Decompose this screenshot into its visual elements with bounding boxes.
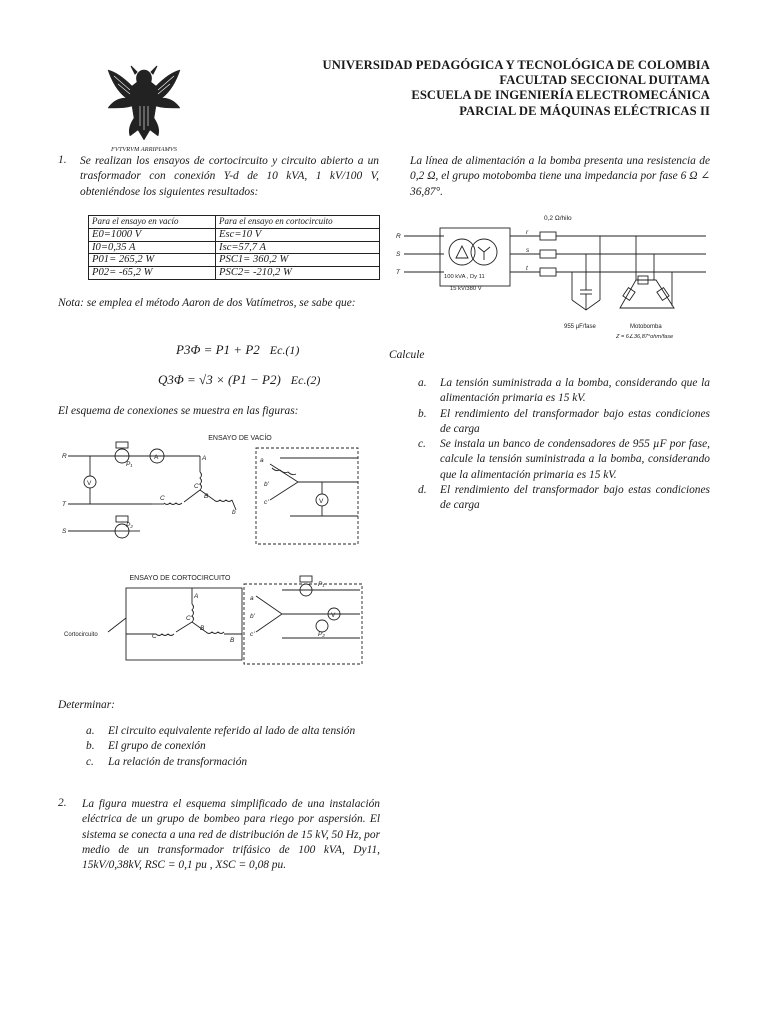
svg-text:a: a (260, 457, 264, 464)
svg-text:b': b' (264, 481, 269, 488)
svg-text:t: t (526, 265, 528, 272)
wattmeter-note: Nota: se emplea el método Aaron de dos Vatímetros, se sabe que: (58, 297, 356, 309)
question-1-items (86, 724, 386, 770)
svg-text:A: A (194, 593, 199, 600)
short-circuit-test-diagram (60, 568, 366, 668)
table-row (89, 267, 380, 280)
svg-text:C': C' (186, 615, 192, 622)
item-text: El rendimiento del transformador bajo estas condiciones de carga (440, 484, 710, 512)
connection-schema-text: El esquema de conexiones se muestra en las figuras: (58, 405, 299, 417)
svg-text:R: R (396, 233, 401, 240)
table-header-short-circuit: Para el ensayo en cortocircuito (216, 216, 380, 229)
svg-text:B: B (230, 637, 235, 644)
equation-2-label: Ec.(2) (290, 373, 321, 387)
equation-2 (158, 372, 320, 388)
table-cell: PSC2= -210,2 W (216, 267, 380, 280)
question-1-number: 1. (58, 154, 67, 166)
svg-text:T: T (62, 501, 66, 508)
table-row (89, 228, 380, 241)
list-item (418, 376, 710, 407)
table-cell: Esc=10 V (216, 228, 380, 241)
svg-text:s: s (526, 247, 530, 254)
svg-text:V: V (319, 498, 324, 505)
fig2-short-circuit-label: Cortocircuito (64, 632, 98, 638)
svg-text:C: C (160, 495, 165, 502)
question-2-number: 2. (58, 797, 67, 809)
svg-text:b: b (232, 509, 236, 516)
list-item (86, 724, 386, 739)
pump-line-intro: La línea de alimentación a la bomba presenta una resistencia de 0,2 Ω, el grupo motobomba tiene una impedancia por fase 6 Ω ∠ 36,87°. (410, 155, 710, 198)
header-faculty: FACULTAD SECCIONAL DUITAMA (499, 73, 710, 88)
svg-text:V: V (87, 480, 92, 487)
svg-text:r: r (526, 229, 529, 236)
header-exam-title: PARCIAL DE MÁQUINAS ELÉCTRICAS II (459, 103, 710, 118)
logo-motto: FVTVRVM ARRIPIAMVS (111, 146, 177, 153)
svg-text:c': c' (250, 631, 255, 638)
svg-text:P₁: P₁ (126, 461, 133, 468)
list-item (86, 739, 386, 754)
fig-motor-impedance: Z = 6∠36,87°ohm/fase (616, 334, 674, 340)
test-results-table (88, 215, 380, 280)
fig2-title: ENSAYO DE CORTOCIRCUITO (129, 575, 231, 582)
fig-transformer-rating: 100 kVA , Dy 11 (444, 274, 485, 280)
item-text: El rendimiento del transformador bajo estas condiciones de carga (440, 407, 710, 435)
svg-text:P₂: P₂ (126, 522, 133, 529)
table-cell: E0=1000 V (89, 228, 216, 241)
table-cell: P02= -65,2 W (89, 267, 216, 280)
item-letter: a. (418, 377, 427, 389)
svg-text:R: R (62, 453, 67, 460)
item-text: La relación de transformación (108, 755, 248, 768)
table-cell: PSC1= 360,2 W (216, 254, 380, 267)
item-letter: a. (86, 725, 95, 737)
table-cell: Isc=57,7 A (216, 241, 380, 254)
svg-text:T: T (396, 269, 400, 276)
determine-label: Determinar: (58, 699, 115, 711)
calcule-label: Calcule (389, 349, 425, 361)
svg-text:V: V (331, 612, 336, 619)
question-2-text: La figura muestra el esquema simplificado de una instalación eléctrica de un grupo de bombeo para riego por aspersión. El sistema se conecta a una red de distribución de 15 kV, 50 Hz, por medio de un transformador trifásico de 100 kVA, Dy11, 15kV/0,38kV, RSC = 0,1 pu , XSC = 0,08 pu. (82, 798, 380, 872)
svg-text:P₁: P₁ (318, 581, 325, 588)
header-university: UNIVERSIDAD PEDAGÓGICA Y TECNOLÓGICA DE COLOMBIA (322, 58, 710, 72)
pump-installation-diagram (394, 210, 712, 342)
question-1-intro: Se realizan los ensayos de cortocircuito y circuito abierto a un trasformador con conexión Y-d de 10 kVA, 1 kV/100 V, obteniéndose los siguientes resultados: (80, 155, 379, 198)
fig-transformer-voltage: 15 kV/380 V (450, 286, 482, 292)
item-letter: c. (418, 438, 426, 451)
list-item (86, 755, 386, 770)
fig1-title: ENSAYO DE VACÍO (208, 435, 272, 442)
svg-text:C: C (152, 633, 157, 640)
equation-1 (176, 342, 299, 358)
item-letter: c. (86, 755, 94, 768)
svg-text:S: S (396, 251, 401, 258)
item-text: El circuito equivalente referido al lado de alta tensión (108, 725, 356, 737)
item-letter: b. (86, 740, 95, 753)
svg-text:A: A (154, 454, 159, 461)
list-item (418, 483, 710, 514)
fig-line-resistance-label: 0,2 Ω/hilo (544, 215, 572, 222)
item-letter: d. (418, 484, 427, 497)
svg-text:B: B (200, 625, 205, 632)
fig-motor-label: Motobomba (630, 324, 662, 330)
table-row (89, 241, 380, 254)
university-eagle-logo (104, 56, 184, 154)
document-header (300, 58, 710, 119)
equation-2-formula: Q3Φ = √3 × (P1 − P2) (158, 372, 281, 387)
item-text: Se instala un banco de condensadores de 955 µF por fase, calcule la tensión suministrada a la bomba, considerando que la alimentación primaria es 15 kV. (440, 438, 710, 481)
equation-1-formula: P3Φ = P1 + P2 (176, 342, 260, 357)
svg-text:B: B (204, 493, 209, 500)
svg-text:S: S (62, 528, 67, 535)
svg-text:A: A (202, 455, 207, 462)
list-item (418, 407, 710, 438)
svg-text:P₂: P₂ (318, 631, 325, 638)
header-school: ESCUELA DE INGENIERÍA ELECTROMECÁNICA (411, 88, 710, 103)
table-row (89, 254, 380, 267)
item-text: El grupo de conexión (108, 740, 206, 753)
svg-text:C': C' (194, 483, 200, 490)
fig-capacitor-label: 955 µF/fase (564, 324, 596, 330)
table-cell: P01= 265,2 W (89, 254, 216, 267)
svg-text:a: a (250, 595, 254, 602)
table-cell: I0=0,35 A (89, 241, 216, 254)
item-letter: b. (418, 407, 427, 420)
open-circuit-test-diagram (60, 428, 366, 548)
svg-text:c': c' (264, 499, 269, 506)
item-text: La tensión suministrada a la bomba, considerando que la alimentación primaria es 15 kV. (440, 377, 710, 405)
equation-1-label: Ec.(1) (269, 343, 300, 357)
table-header-open-circuit: Para el ensayo en vacío (89, 216, 216, 229)
svg-text:b': b' (250, 613, 255, 620)
question-2-items (418, 376, 710, 514)
list-item (418, 437, 710, 483)
